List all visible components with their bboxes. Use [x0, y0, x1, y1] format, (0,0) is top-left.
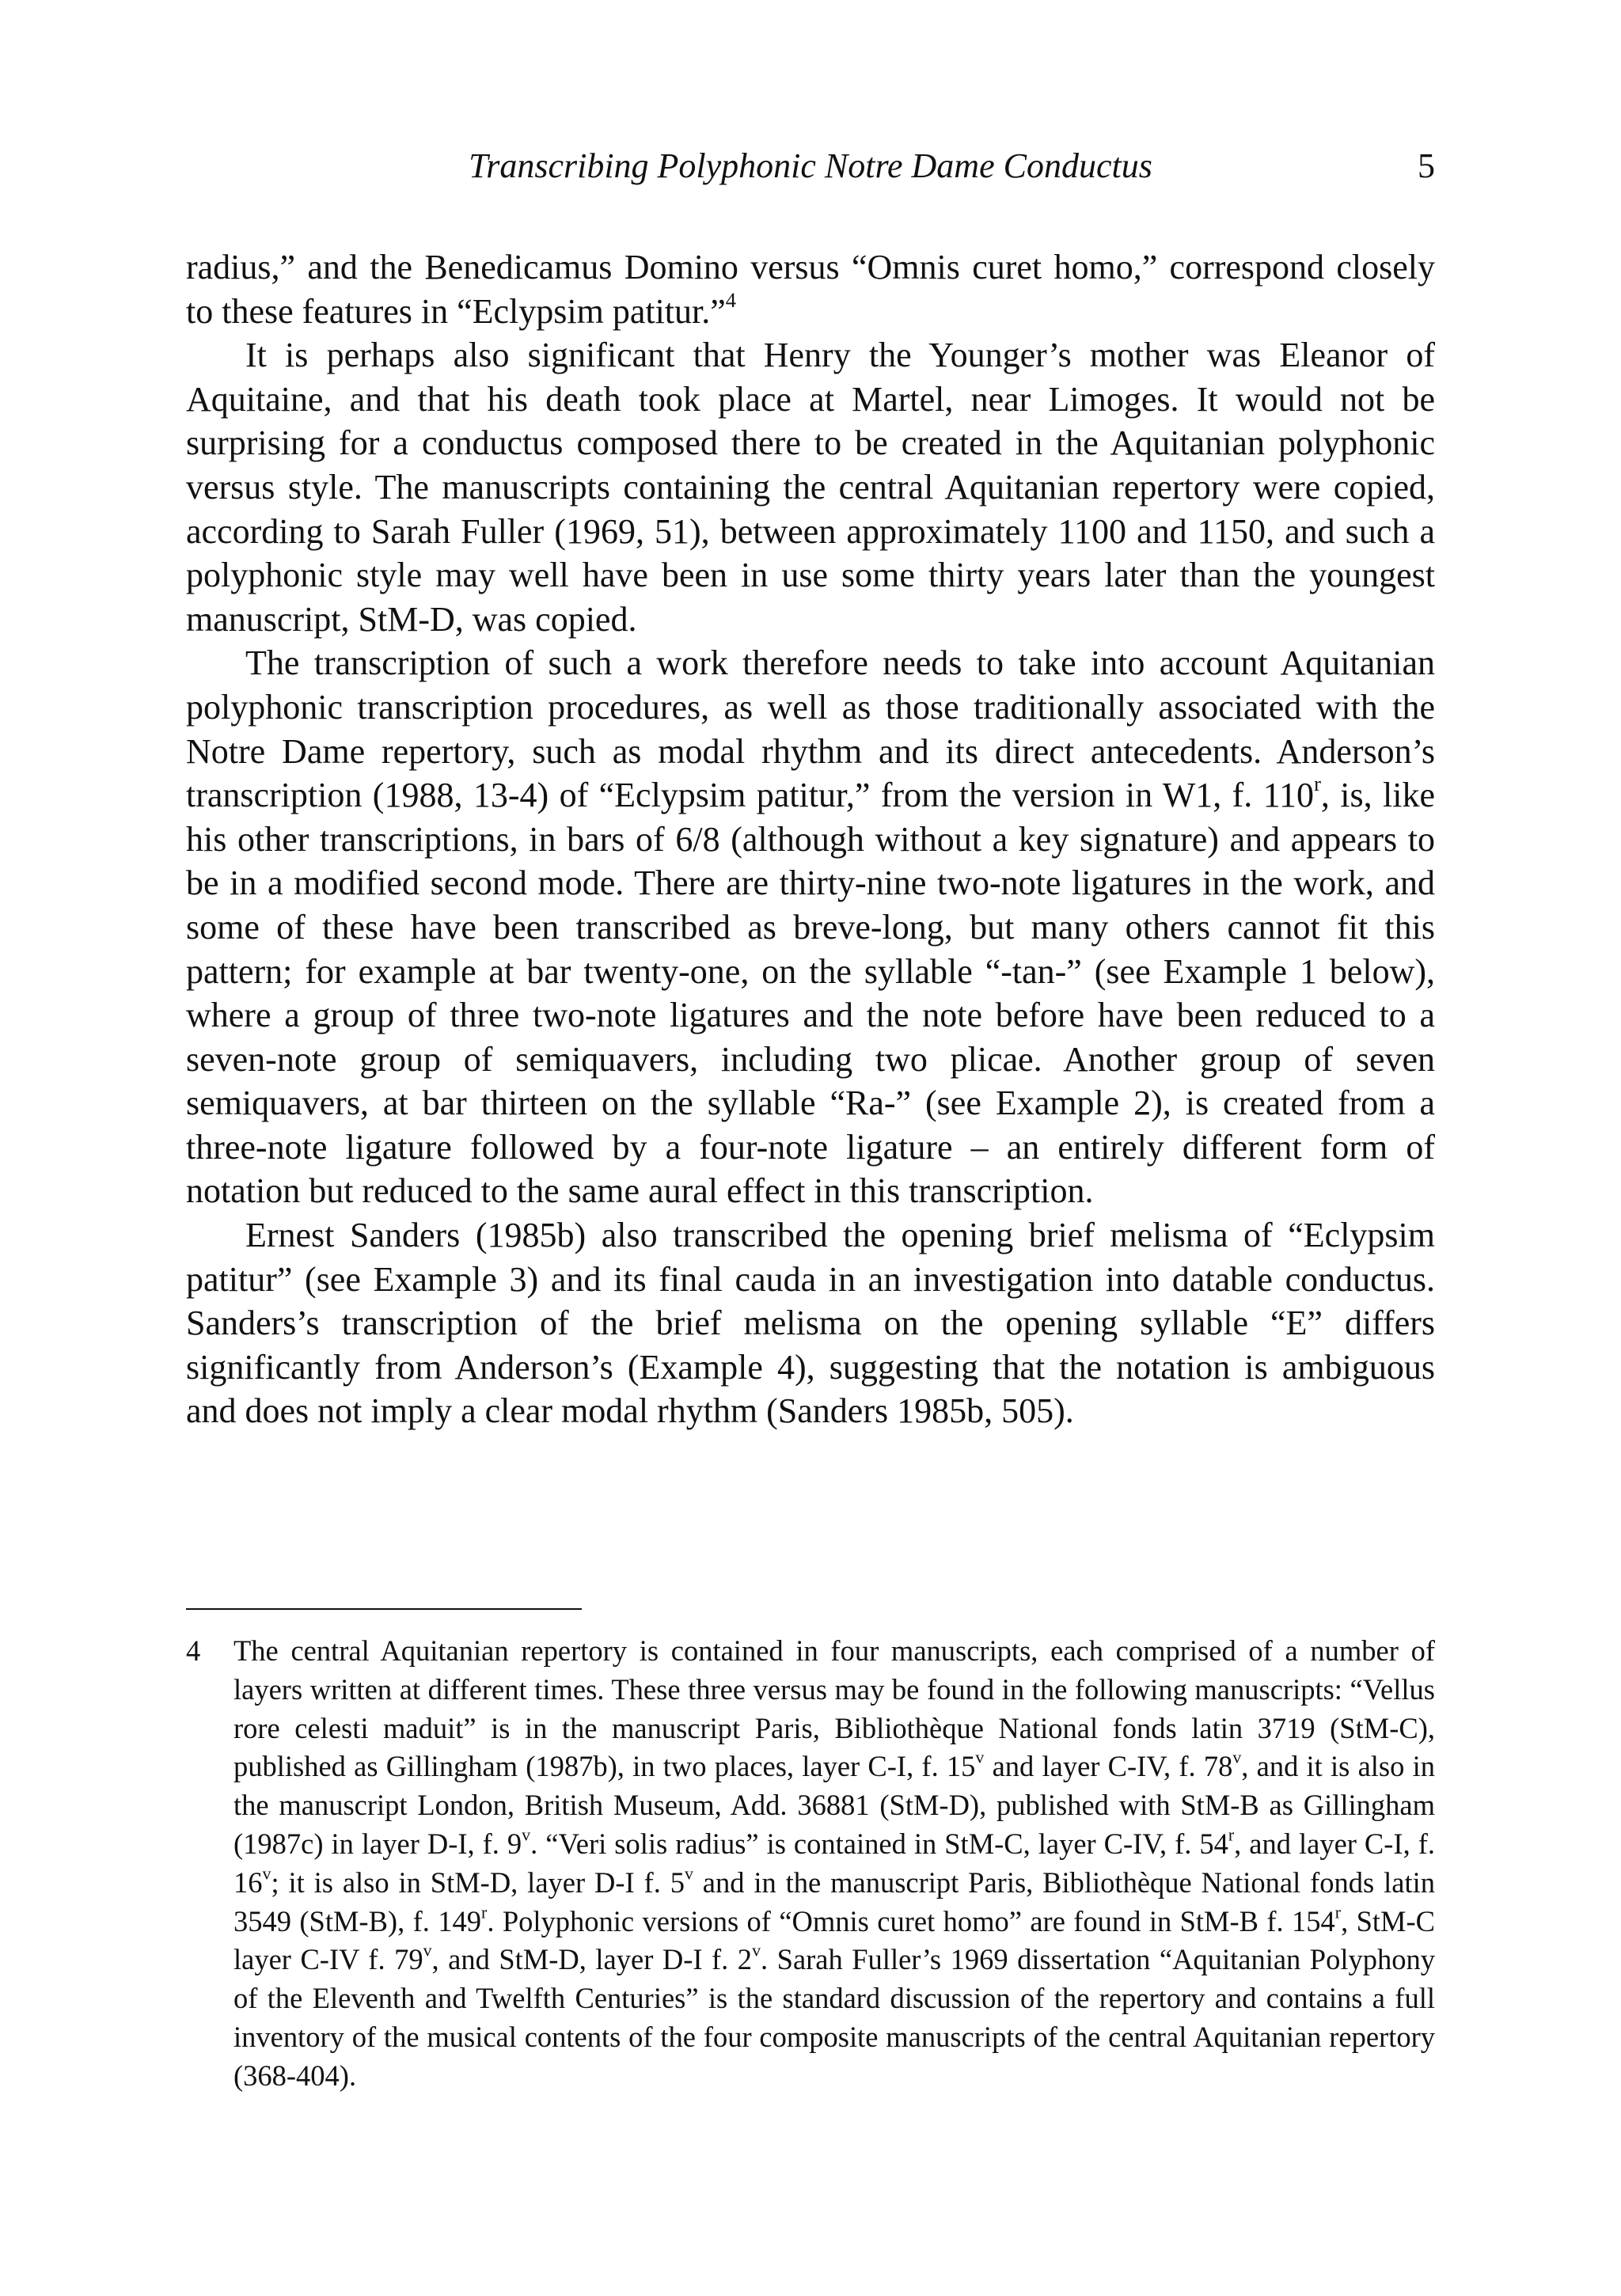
page-header — [186, 142, 1435, 190]
footnote-segment: , and it is also in the manuscript London, British Museum, Add. 36881 (StM-D), published with StM-B as Gillingham (1987c) in layer D-I, f. 9 — [233, 1750, 1435, 1860]
footnote-segment: and layer C-IV, f. 78 — [984, 1750, 1233, 1783]
footnote-segment: . “Veri solis radius” is contained in StM-C, layer C-IV, f. 54 — [530, 1827, 1228, 1860]
footnote-reference: 4 — [725, 287, 736, 312]
paragraph-1-text: radius,” and the Benedicamus Domino versus “Omnis curet homo,” correspond closely to these features in “Eclypsim patitur.” — [186, 248, 1435, 331]
folio-superscript: v — [975, 1747, 985, 1767]
folio-superscript: v — [423, 1940, 432, 1960]
folio-superscript: v — [522, 1824, 531, 1845]
folio-superscript: r — [1334, 1902, 1342, 1922]
paragraph-1 — [186, 245, 1435, 333]
folio-superscript: v — [262, 1863, 271, 1884]
folio-superscript: v — [1232, 1747, 1242, 1767]
paragraph-3 — [186, 641, 1435, 1213]
footnote-text — [233, 1632, 1435, 2096]
footnote-segment: The central Aquitanian repertory is contained in four manuscripts, each comprised of a number of layers written at different times. These three versus may be found in the following manuscripts: “Vellus rore celesti maduit” is in the manuscript Paris, Bibliothèque National fonds latin 3719 (StM-C), published as Gillingham (1987b), in two places, layer C-I, f. 15 — [233, 1634, 1435, 1783]
footnote-segment: . Polyphonic versions of “Omnis curet homo” are found in StM-B f. 154 — [487, 1904, 1335, 1937]
footnote-segment: , and layer C-I, f. 16 — [233, 1827, 1435, 1899]
footnote-segment: , and StM-D, layer D-I f. 2 — [431, 1943, 753, 1976]
folio-superscript: v — [684, 1863, 693, 1884]
paragraph-4: Ernest Sanders (1985b) also transcribed the opening brief melisma of “Eclypsim patitur” (see Example 3) and its final cauda in an investigation into datable conductus. Sanders’s transcription of the brief melisma on the opening syllable “E” differs significantly from Anderson’s (Example 4), suggesting that the notation is ambiguous and does not imply a clear modal rhythm (Sanders 1985b, 505). — [186, 1216, 1435, 1431]
footnote-4 — [186, 1632, 1435, 2096]
running-title: Transcribing Polyphonic Notre Dame Conductus — [469, 146, 1152, 185]
folio-superscript: r — [481, 1902, 488, 1922]
page-number: 5 — [1418, 146, 1435, 185]
footnote-segment: and in the manuscript Paris, Bibliothèque National fonds latin 3549 (StM-B), f. 149 — [233, 1865, 1436, 1937]
footnote-segment: . Sarah Fuller’s 1969 dissertation “Aquitanian Polyphony of the Eleventh and Twelfth Centuries” is the standard discussion of the repertory and contains a full inventory of the musical contents of the four composite manuscripts of the central Aquitanian repertory (368-404). — [233, 1943, 1435, 2092]
body-text — [186, 245, 1435, 1433]
folio-superscript: v — [752, 1940, 761, 1960]
paragraph-3-text-a: The transcription of such a work therefore needs to take into account Aquitanian polyphonic transcription procedures, as well as those traditionally associated with the Notre Dame repertory, such as modal rhythm and its direct antecedents. Anderson’s transcription (1988, 13-4) of “Eclypsim patitur,” from the version in W1, f. 110 — [186, 643, 1435, 815]
folio-superscript: r — [1314, 772, 1321, 796]
footnote-number: 4 — [186, 1634, 201, 1667]
paragraph-2: It is perhaps also significant that Henry the Younger’s mother was Eleanor of Aquitaine, and that his death took place at Martel, near Limoges. It would not be surprising for a conductus composed there to be created in the Aquitanian polyphonic versus style. The manuscripts containing the central Aquitanian repertory were copied, according to Sarah Fuller (1969, 51), between approximately 1100 and 1150, and such a polyphonic style may well have been in use some thirty years later than the youngest manuscript, StM-D, was copied. — [186, 336, 1435, 639]
paragraph-3-text-b: , is, like his other transcriptions, in bars of 6/8 (although without a key signature) and appears to be in a modified second mode. There are thirty-nine two-note ligatures in the work, and some of these have been transcribed as breve-long, but many others cannot fit this pattern; for example at bar twenty-one, on the syllable “-tan-” (see Example 1 below), where a group of three two-note ligatures and the note before have been reduced to a seven-note group of semiquavers, including two plicae. Another group of seven semiquavers, at bar thirteen on the syllable “Ra-” (see Example 2), is created from a three-note ligature followed by a four-note ligature – an entirely different form of notation but reduced to the same aural effect in this transcription. — [186, 776, 1436, 1211]
folio-superscript: r — [1228, 1824, 1235, 1845]
footnote-segment: , StM-C layer C-IV f. 79 — [233, 1904, 1436, 1976]
footnote-segment: ; it is also in StM-D, layer D-I f. 5 — [271, 1865, 685, 1899]
footnote-separator — [186, 1608, 582, 1610]
